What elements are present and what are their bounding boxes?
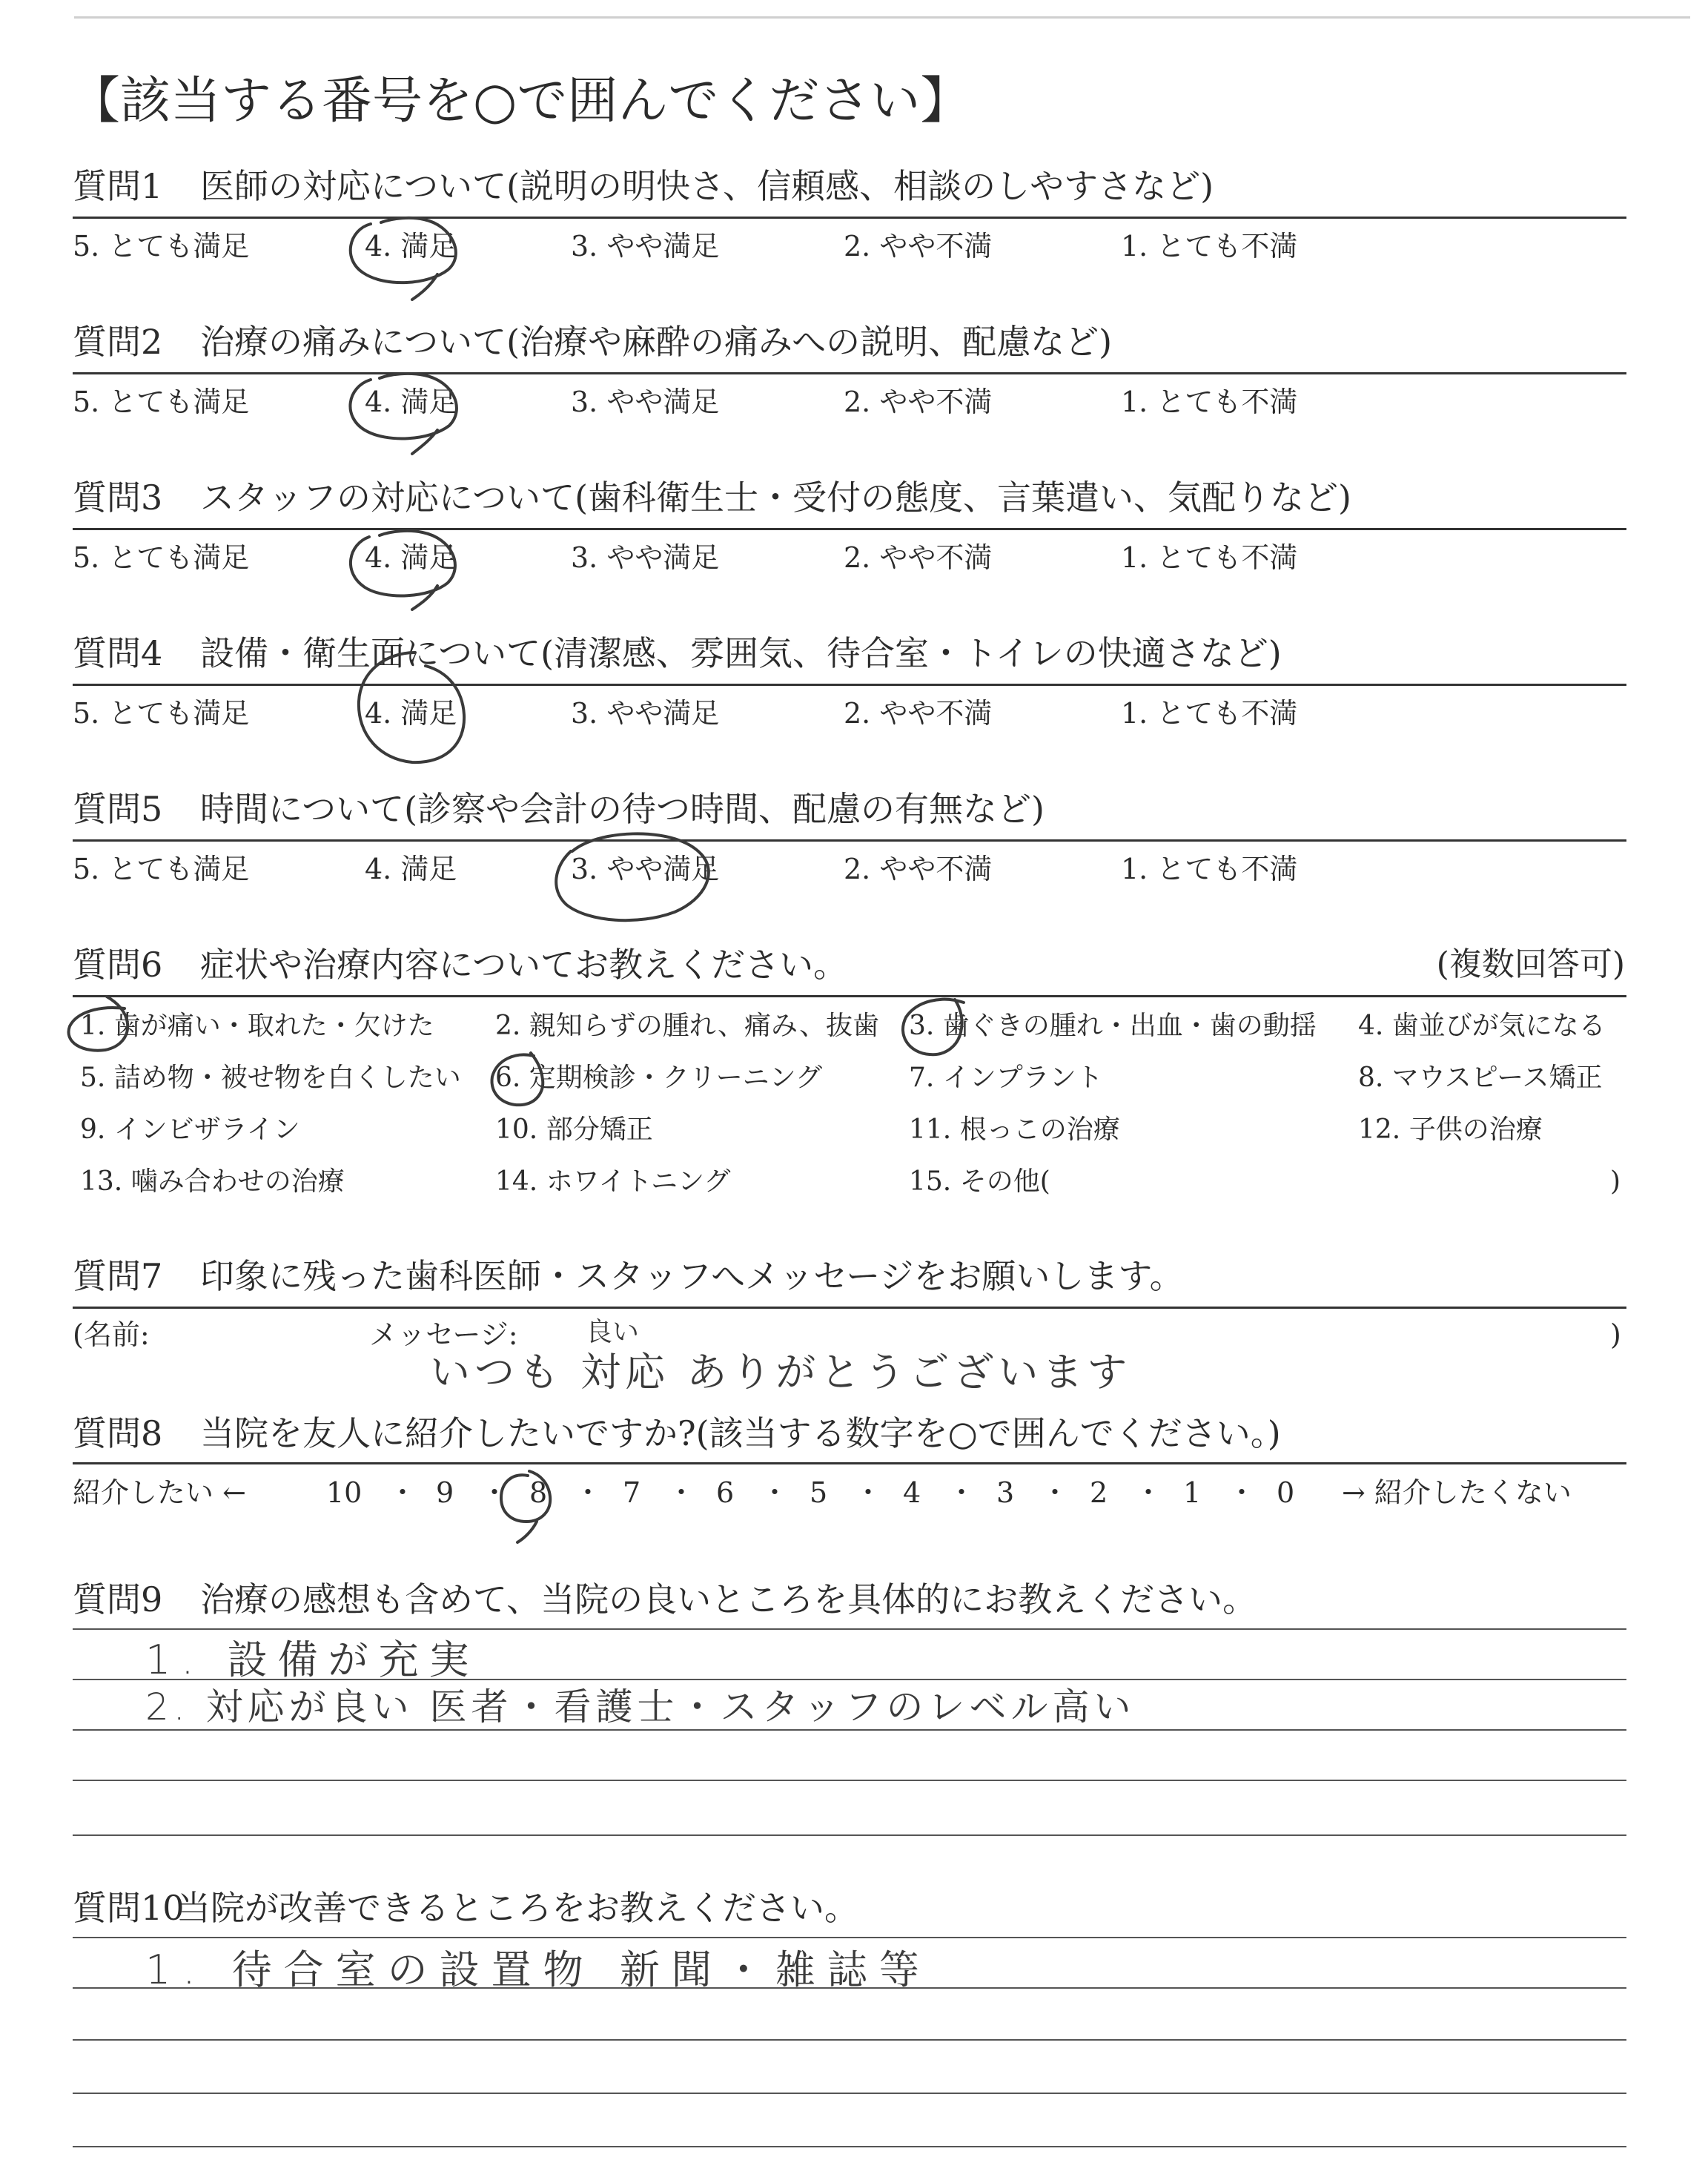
option-3[interactable]: 3. やや満足 bbox=[571, 386, 720, 418]
symptom-option-2[interactable]: 2. 親知らずの腫れ、痛み、抜歯 bbox=[495, 1011, 880, 1041]
handwritten-message: いつも 対応 ありがとうございます bbox=[430, 1349, 1132, 1396]
question-number: 質問5 bbox=[73, 789, 163, 829]
message-label: メッセージ: bbox=[369, 1318, 518, 1351]
symptom-option-7[interactable]: 7. インプラント bbox=[909, 1063, 1103, 1093]
symptom-option-12[interactable]: 12. 子供の治療 bbox=[1358, 1114, 1543, 1145]
question-text: 当院を友人に紹介したいですか?(該当する数字を○で囲んでください。) bbox=[200, 1413, 1281, 1453]
option-5[interactable]: 5. とても満足 bbox=[73, 230, 250, 262]
symptom-option-8[interactable]: 8. マウスピース矯正 bbox=[1358, 1063, 1603, 1093]
question-number: 質問8 bbox=[73, 1413, 163, 1453]
question-text: スタッフの対応について(歯科衛生士・受付の態度、言葉遣い、気配りなど) bbox=[200, 478, 1351, 518]
option-1[interactable]: 1. とても不満 bbox=[1121, 853, 1298, 885]
option-2[interactable]: 2. やや不満 bbox=[844, 386, 993, 418]
option-3[interactable]: 3. やや満足 bbox=[571, 697, 720, 730]
message-close-paren: ) bbox=[1610, 1318, 1621, 1351]
instruction-header: 【該当する番号を○で囲んでください】 bbox=[70, 72, 971, 131]
option-2[interactable]: 2. やや不満 bbox=[844, 230, 993, 262]
circle-q6-option-3 bbox=[903, 1000, 964, 1054]
option-1[interactable]: 1. とても不満 bbox=[1121, 386, 1298, 418]
option-5[interactable]: 5. とても満足 bbox=[73, 541, 250, 574]
question-text: 治療の痛みについて(治療や麻酔の痛みへの説明、配慮など) bbox=[200, 322, 1113, 362]
question-number: 質問4 bbox=[73, 633, 163, 673]
option-4[interactable]: 4. 満足 bbox=[365, 386, 457, 418]
option-5[interactable]: 5. とても満足 bbox=[73, 853, 250, 885]
symptom-option-15[interactable]: 15. その他( bbox=[909, 1166, 1050, 1197]
symptom-option-5[interactable]: 5. 詰め物・被せ物を白くしたい bbox=[80, 1063, 461, 1093]
symptom-option-13[interactable]: 13. 噛み合わせの治療 bbox=[80, 1166, 345, 1197]
option-4[interactable]: 4. 満足 bbox=[365, 697, 457, 730]
scale-value-0[interactable]: 0 bbox=[1277, 1476, 1295, 1509]
question-text: 症状や治療内容についてお教えください。 bbox=[200, 945, 848, 985]
handwritten-answer-1: 1. 待合室の設置物 新聞・雑誌等 bbox=[145, 1946, 931, 1993]
question-number: 質問3 bbox=[73, 478, 163, 518]
option-3[interactable]: 3. やや満足 bbox=[571, 541, 720, 574]
scale-separator: ・ bbox=[1134, 1476, 1163, 1509]
question-text: 治療の感想も含めて、当院の良いところを具体的にお教えください。 bbox=[200, 1579, 1257, 1619]
scale-separator: ・ bbox=[947, 1476, 976, 1509]
symptom-option-4[interactable]: 4. 歯並びが気になる bbox=[1358, 1011, 1606, 1041]
scale-separator: ・ bbox=[1041, 1476, 1070, 1509]
option-2[interactable]: 2. やや不満 bbox=[844, 853, 993, 885]
circle-q1-option-4 bbox=[351, 218, 456, 300]
scale-value-3[interactable]: 3 bbox=[996, 1476, 1015, 1509]
scale-value-2[interactable]: 2 bbox=[1090, 1476, 1108, 1509]
handwritten-answer-1: 1. 設備が充実 bbox=[145, 1636, 480, 1683]
handwritten-answer-2: 2. 対応が良い 医者・看護士・スタッフのレベル高い bbox=[145, 1685, 1136, 1728]
scale-value-5[interactable]: 5 bbox=[810, 1476, 828, 1509]
scale-separator: ・ bbox=[667, 1476, 696, 1509]
option-5[interactable]: 5. とても満足 bbox=[73, 386, 250, 418]
symptom-option-6[interactable]: 6. 定期検診・クリーニング bbox=[495, 1063, 823, 1093]
option-4[interactable]: 4. 満足 bbox=[365, 541, 457, 574]
scale-separator: ・ bbox=[1228, 1476, 1257, 1509]
name-label: (名前: bbox=[73, 1318, 150, 1351]
circle-q2-option-4 bbox=[350, 374, 456, 454]
question-number: 質問7 bbox=[73, 1256, 163, 1296]
question-text: 時間について(診察や会計の待つ時間、配慮の有無など) bbox=[200, 789, 1045, 829]
scale-value-7[interactable]: 7 bbox=[623, 1476, 641, 1509]
scale-left-label: 紹介したい ← bbox=[73, 1476, 246, 1509]
question-number: 質問10 bbox=[73, 1888, 185, 1928]
scale-separator: ・ bbox=[761, 1476, 790, 1509]
option-2[interactable]: 2. やや不満 bbox=[844, 697, 993, 730]
scale-separator: ・ bbox=[388, 1476, 417, 1509]
question-text: 医師の対応について(説明の明快さ、信頼感、相談のしやすさなど) bbox=[200, 166, 1214, 206]
symptom-option-11[interactable]: 11. 根っこの治療 bbox=[909, 1114, 1120, 1145]
scale-value-4[interactable]: 4 bbox=[903, 1476, 921, 1509]
question-number: 質問1 bbox=[73, 166, 163, 206]
multiple-answer-note: (複数回答可) bbox=[1436, 945, 1625, 983]
option-5[interactable]: 5. とても満足 bbox=[73, 697, 250, 730]
scale-value-9[interactable]: 9 bbox=[436, 1476, 454, 1509]
other-close-paren: ) bbox=[1610, 1166, 1621, 1197]
scale-value-1[interactable]: 1 bbox=[1183, 1476, 1202, 1509]
circle-q8-value-8 bbox=[501, 1471, 550, 1542]
option-3[interactable]: 3. やや満足 bbox=[571, 230, 720, 262]
question-text: 当院が改善できるところをお教えください。 bbox=[176, 1888, 858, 1928]
scale-value-10[interactable]: 10 bbox=[326, 1476, 363, 1509]
circle-q4-option-4 bbox=[359, 653, 464, 762]
option-3[interactable]: 3. やや満足 bbox=[571, 853, 720, 885]
option-4[interactable]: 4. 満足 bbox=[365, 230, 457, 262]
symptom-option-10[interactable]: 10. 部分矯正 bbox=[495, 1114, 653, 1145]
question-number: 質問9 bbox=[73, 1579, 163, 1619]
option-1[interactable]: 1. とても不満 bbox=[1121, 541, 1298, 574]
circle-q6-option-1 bbox=[69, 997, 128, 1051]
question-number: 質問2 bbox=[73, 322, 163, 362]
circle-q3-option-4 bbox=[351, 531, 455, 610]
scale-value-8[interactable]: 8 bbox=[529, 1476, 548, 1509]
scale-right-label: → 紹介したくない bbox=[1342, 1476, 1572, 1509]
scale-separator: ・ bbox=[480, 1476, 509, 1509]
question-text: 設備・衛生面について(清潔感、雰囲気、待合室・トイレの快適さなど) bbox=[200, 633, 1282, 673]
symptom-option-3[interactable]: 3. 歯ぐきの腫れ・出血・歯の動揺 bbox=[909, 1011, 1317, 1041]
question-text: 印象に残った歯科医師・スタッフへメッセージをお願いします。 bbox=[200, 1256, 1184, 1296]
circle-q5-option-3 bbox=[556, 833, 709, 920]
option-1[interactable]: 1. とても不満 bbox=[1121, 230, 1298, 262]
option-2[interactable]: 2. やや不満 bbox=[844, 541, 993, 574]
scale-value-6[interactable]: 6 bbox=[716, 1476, 735, 1509]
symptom-option-9[interactable]: 9. インビザライン bbox=[80, 1114, 300, 1145]
symptom-option-1[interactable]: 1. 歯が痛い・取れた・欠けた bbox=[80, 1011, 434, 1041]
symptom-option-14[interactable]: 14. ホワイトニング bbox=[495, 1166, 731, 1197]
question-number: 質問6 bbox=[73, 945, 163, 985]
scale-separator: ・ bbox=[574, 1476, 603, 1509]
option-4[interactable]: 4. 満足 bbox=[365, 853, 457, 885]
option-1[interactable]: 1. とても不満 bbox=[1121, 697, 1298, 730]
handwritten-message-top: 良い bbox=[586, 1317, 640, 1347]
circle-q6-option-6 bbox=[491, 1053, 543, 1105]
scale-separator: ・ bbox=[854, 1476, 883, 1509]
